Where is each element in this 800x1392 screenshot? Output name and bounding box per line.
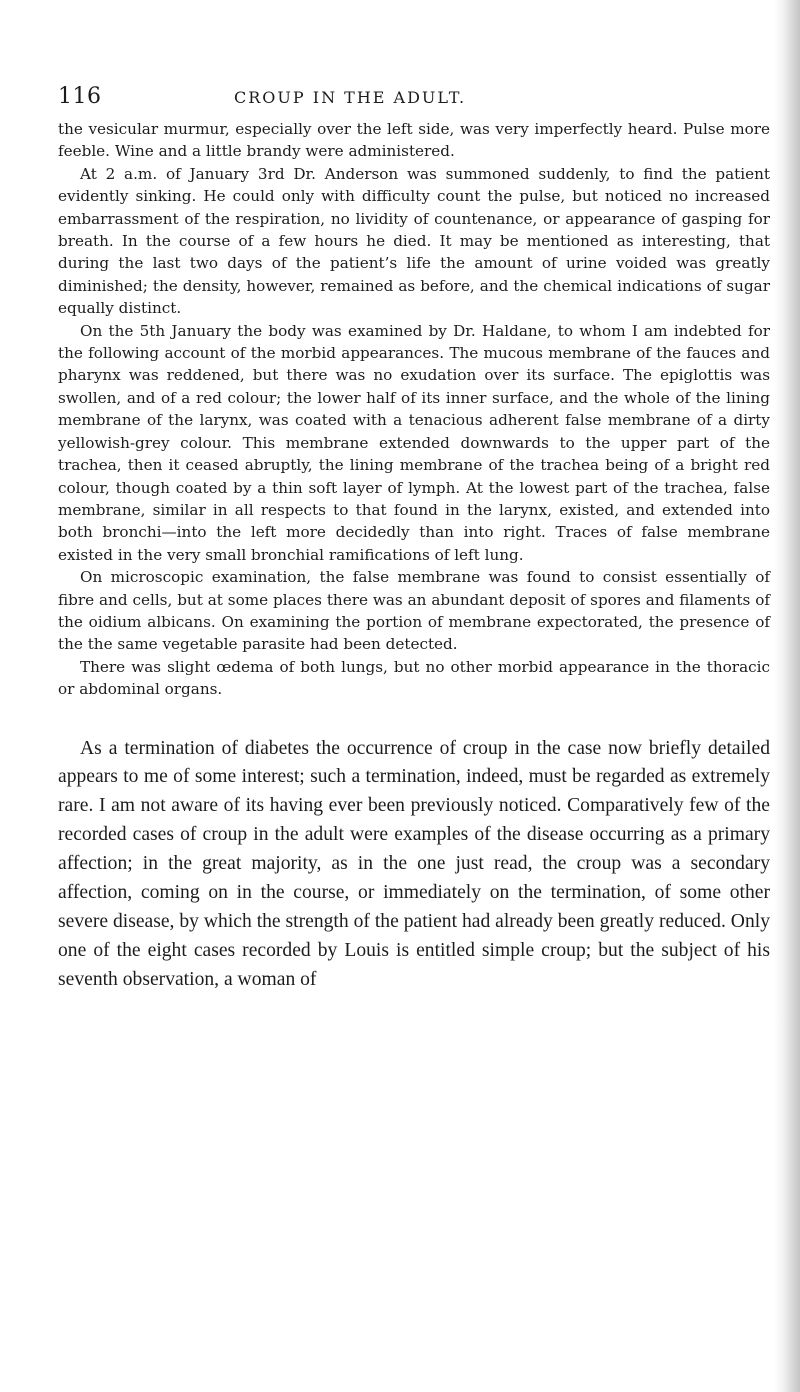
section-spacer	[58, 701, 770, 735]
paragraph-autopsy: On the 5th January the body was examined by Dr. Haldane, to whom I am indebted for the following account of the morbid appearances. The mucous membrane of the fauces and pharynx was reddened, but there was no exudation over its surface. The epiglottis was swollen, and of a red colour; the lower half of its inner surface, and the whole of the lining membrane of the larynx, was coated with a tenacious adherent false membrane of a dirty yellowish-grey colour. This membrane extended downwards to the upper part of the trachea, then it ceased abruptly, the lining membrane of the trachea being of a bright red colour, though coated by a thin soft layer of lymph. At the lowest part of the trachea, false membrane, similar in all respects to that found in the larynx, existed, and extended into both bronchi—into the left more decidedly than into right. Traces of false membrane existed in the very small bronchial ramifications of left lung.	[58, 321, 770, 564]
page-number: 116	[58, 84, 102, 109]
body-text	[58, 118, 770, 995]
page-edge-shadow	[774, 0, 800, 1392]
paragraph-sinking: At 2 a.m. of January 3rd Dr. Anderson was summoned suddenly, to find the patient evidently sinking. He could only with difficulty count the pulse, but noticed no increased embarrassment of the respiration, no lividity of countenance, or appearance of gasping for breath. In the course of a few hours he died. It may be mentioned as interesting, that during the last two days of the patient’s life the amount of urine voided was greatly diminished; the density, however, remained as before, and the chemical indications of sugar equally distinct.	[58, 164, 770, 318]
paragraph-microscopic: On microscopic examination, the false membrane was found to consist essentially of fibre and cells, but at some places there was an abundant deposit of spores and filaments of the oidium albicans. On examining the portion of membrane expectorated, the presence of the the same vegetable parasite had been detected.	[58, 568, 770, 654]
paragraph-discussion: As a termination of diabetes the occurrence of croup in the case now briefly detailed appears to me of some interest; such a termination, indeed, must be regarded as extremely rare. I am not aware of its having ever been previously noticed. Comparatively few of the recorded cases of croup in the adult were examples of the disease occurring as a primary affection; in the great majority, as in the one just read, the croup was a secondary affection, coming on in the course, or immediately on the termination, of some other severe disease, by which the strength of the patient had already been greatly reduced. Only one of the eight cases recorded by Louis is entitled simple croup; but the subject of his seventh observation, a woman of	[58, 737, 770, 990]
running-title: CROUP IN THE ADULT.	[234, 88, 467, 107]
paragraph-continued: the vesicular murmur, especially over the left side, was very imperfectly heard. Pulse more feeble. Wine and a little brandy were administered.	[58, 120, 770, 161]
page-header	[58, 82, 758, 112]
paragraph-oedema: There was slight œdema of both lungs, but no other morbid appearance in the thoracic or abdominal organs.	[58, 657, 770, 699]
